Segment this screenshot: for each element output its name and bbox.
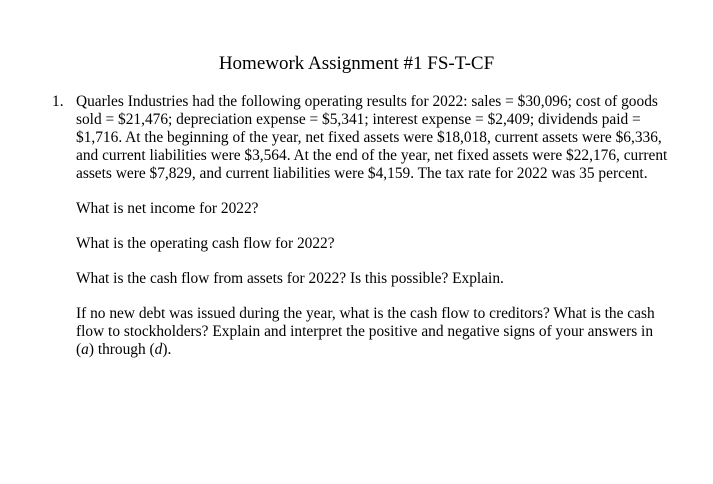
question-cash-flow-creditors-stockholders [76, 305, 672, 359]
question-operating-cash-flow: What is the operating cash flow for 2022? [76, 235, 335, 252]
question-text-middle: ) through ( [88, 341, 155, 358]
problem-1 [52, 93, 672, 359]
part-d-reference: d [154, 341, 163, 358]
problem-stem: Quarles Industries had the following operating results for 2022: sales = $30,096; cost of goods sold = $21,476; depreciation expense = $5,341; interest expense = $2,409; dividends paid = $1,716. At the beginning of the year, net fixed assets were $18,018, current assets were $6,336, and current liabilities were $3,564. At the end of the year, net fixed assets were $22,176, current assets were $7,829, and current liabilities were $4,159. The tax rate for 2022 was 35 percent. [76, 93, 668, 182]
question-net-income: What is net income for 2022? [76, 200, 259, 217]
problem-body [76, 93, 672, 359]
document-title: Homework Assignment #1 FS-T-CF [218, 53, 495, 74]
part-a-reference: a [81, 341, 89, 358]
problem-number: 1. [52, 93, 64, 110]
question-cash-flow-from-assets: What is the cash flow from assets for 2022? Is this possible? Explain. [76, 270, 504, 287]
question-text-before: If no new debt was issued during the year, what is the cash flow to creditors? What is the cash flow to stockholders? Explain and interpret the positive and negative signs of your answers in ( [76, 305, 655, 358]
question-text-after: ). [162, 341, 172, 358]
